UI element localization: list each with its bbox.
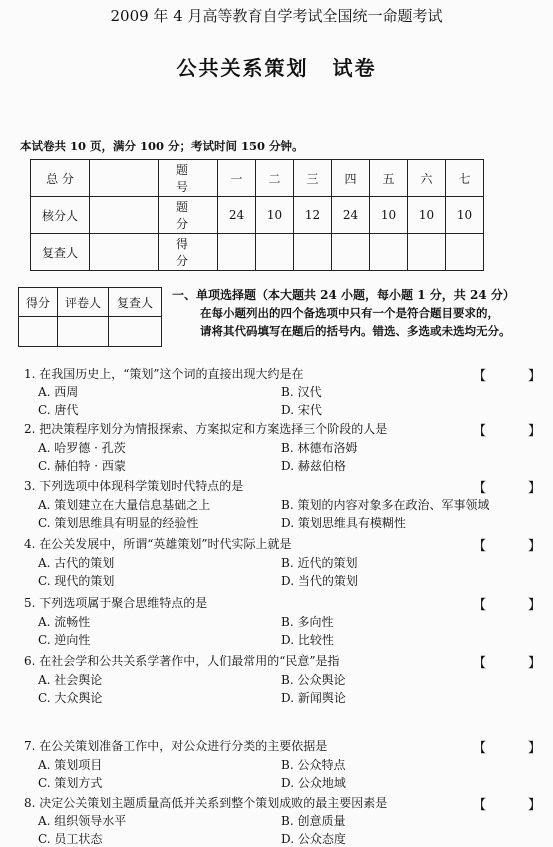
answer-bracket-close: 】 xyxy=(528,598,542,613)
grader-cell xyxy=(109,317,162,347)
cell: 题 分 xyxy=(159,197,218,234)
option-b: B. 林德布洛姆 xyxy=(281,441,358,455)
option-a: A. 策划建立在大量信息基础之上 xyxy=(38,498,211,512)
option-d: D. 比较性 xyxy=(281,633,334,647)
option-d: D. 公众地域 xyxy=(281,776,346,790)
cell: 24 xyxy=(332,197,370,234)
answer-bracket-open: 【 xyxy=(473,798,487,813)
option-b: B. 多向性 xyxy=(281,615,334,629)
paper-title-main: 公共关系策划 xyxy=(176,56,309,80)
cell: 六 xyxy=(408,160,446,197)
option-c: C. 员工状态 xyxy=(38,832,103,846)
grader-header: 复查人 xyxy=(109,288,162,317)
score-row-3 xyxy=(31,234,484,271)
cell xyxy=(370,234,408,271)
grader-cell xyxy=(19,317,58,347)
answer-bracket-open: 【 xyxy=(473,369,487,384)
question-6: 6. 在社会学和公共关系学著作中，人们最常用的“民意”是指 xyxy=(24,654,340,668)
answer-bracket-close: 】 xyxy=(528,481,542,496)
option-c: C. 策划思维具有明显的经验性 xyxy=(38,516,199,530)
option-c: C. 现代的策划 xyxy=(38,574,115,588)
section-title: 一、单项选择题（本大题共 24 小题，每小题 1 分，共 24 分） xyxy=(172,288,515,302)
cell: 题 号 xyxy=(159,160,218,197)
option-a: A. 流畅性 xyxy=(38,615,91,629)
option-c: C. 策划方式 xyxy=(38,776,103,790)
cell xyxy=(256,234,294,271)
cell: 10 xyxy=(370,197,408,234)
grader-table xyxy=(18,287,162,347)
cell: 10 xyxy=(408,197,446,234)
option-d: D. 策划思维具有模糊性 xyxy=(281,516,406,530)
exam-note: 本试卷共 10 页，满分 100 分；考试时间 150 分钟。 xyxy=(20,139,304,153)
option-c: C. 赫伯特 · 西蒙 xyxy=(38,459,126,473)
cell: 24 xyxy=(218,197,256,234)
option-a: A. 社会舆论 xyxy=(38,673,103,687)
answer-bracket-open: 【 xyxy=(473,481,487,496)
score-row-2 xyxy=(31,197,484,234)
option-a: A. 组织领导水平 xyxy=(38,814,127,828)
answer-bracket-open: 【 xyxy=(473,656,487,671)
option-b: B. 策划的内容对象多在政治、军事领域 xyxy=(281,498,490,512)
option-d: D. 宋代 xyxy=(281,403,322,417)
paper-title xyxy=(0,52,553,81)
cell: 10 xyxy=(446,197,484,234)
grader-header: 评卷人 xyxy=(58,288,109,317)
option-b: B. 汉代 xyxy=(281,385,322,399)
section-instruction: 在每小题列出的四个备选项中只有一个是符合题目要求的， xyxy=(200,306,499,320)
cell xyxy=(90,234,159,271)
question-1: 1. 在我国历史上，“策划”这个词的直接出现大约是在 xyxy=(24,367,304,381)
score-table xyxy=(30,159,484,271)
option-d: D. 当代的策划 xyxy=(281,574,358,588)
option-a: A. 西周 xyxy=(38,385,79,399)
option-a: A. 哈罗德 · 孔茨 xyxy=(38,441,126,455)
question-2: 2. 把决策程序划分为情报探索、方案拟定和方案选择三个阶段的人是 xyxy=(24,422,388,436)
question-5: 5. 下列选项属于聚合思维特点的是 xyxy=(24,596,208,610)
cell: 一 xyxy=(218,160,256,197)
cell: 12 xyxy=(294,197,332,234)
cell: 七 xyxy=(446,160,484,197)
cell xyxy=(332,234,370,271)
option-d: D. 新闻舆论 xyxy=(281,691,346,705)
cell: 四 xyxy=(332,160,370,197)
answer-bracket-open: 【 xyxy=(473,539,487,554)
cell: 得 分 xyxy=(159,234,218,271)
option-d: D. 赫兹伯格 xyxy=(281,459,346,473)
option-b: B. 公众特点 xyxy=(281,758,346,772)
answer-bracket-close: 】 xyxy=(528,656,542,671)
cell: 总 分 xyxy=(31,160,90,197)
cell: 三 xyxy=(294,160,332,197)
option-b: B. 公众舆论 xyxy=(281,673,346,687)
grader-blank-row xyxy=(19,317,162,347)
cell xyxy=(294,234,332,271)
exam-header: 2009 年 4 月高等教育自学考试全国统一命题考试 xyxy=(110,7,443,25)
answer-bracket-close: 】 xyxy=(528,798,542,813)
paper-title-suffix: 试卷 xyxy=(332,56,377,80)
answer-bracket-close: 】 xyxy=(528,369,542,384)
section-instruction: 请将其代码填写在题后的括号内。错选、多选或未选均无分。 xyxy=(200,324,511,338)
option-a: A. 策划项目 xyxy=(38,758,103,772)
cell xyxy=(408,234,446,271)
grader-header: 得分 xyxy=(19,288,58,317)
option-b: B. 近代的策划 xyxy=(281,556,358,570)
cell xyxy=(218,234,256,271)
option-c: C. 逆向性 xyxy=(38,633,91,647)
cell: 10 xyxy=(256,197,294,234)
score-row-1 xyxy=(31,160,484,197)
answer-bracket-close: 】 xyxy=(528,424,542,439)
answer-bracket-open: 【 xyxy=(473,424,487,439)
answer-bracket-open: 【 xyxy=(473,598,487,613)
question-4: 4. 在公关发展中，所谓“英雄策划”时代实际上就是 xyxy=(24,537,292,551)
grader-header-row xyxy=(19,288,162,317)
cell xyxy=(90,160,159,197)
cell: 复查人 xyxy=(31,234,90,271)
cell xyxy=(90,197,159,234)
option-a: A. 古代的策划 xyxy=(38,556,115,570)
question-7: 7. 在公关策划准备工作中，对公众进行分类的主要依据是 xyxy=(24,739,328,753)
answer-bracket-close: 】 xyxy=(528,539,542,554)
option-c: C. 大众舆论 xyxy=(38,691,103,705)
option-b: B. 创意质量 xyxy=(281,814,346,828)
option-c: C. 唐代 xyxy=(38,403,79,417)
question-3: 3. 下列选项中体现科学策划时代特点的是 xyxy=(24,479,244,493)
answer-bracket-open: 【 xyxy=(473,741,487,756)
cell: 五 xyxy=(370,160,408,197)
option-d: D. 公众态度 xyxy=(281,832,346,846)
answer-bracket-close: 】 xyxy=(528,741,542,756)
cell: 核分人 xyxy=(31,197,90,234)
cell: 二 xyxy=(256,160,294,197)
grader-cell xyxy=(58,317,109,347)
question-8: 8. 决定公关策划主题质量高低并关系到整个策划成败的最主要因素是 xyxy=(24,796,388,810)
cell xyxy=(446,234,484,271)
